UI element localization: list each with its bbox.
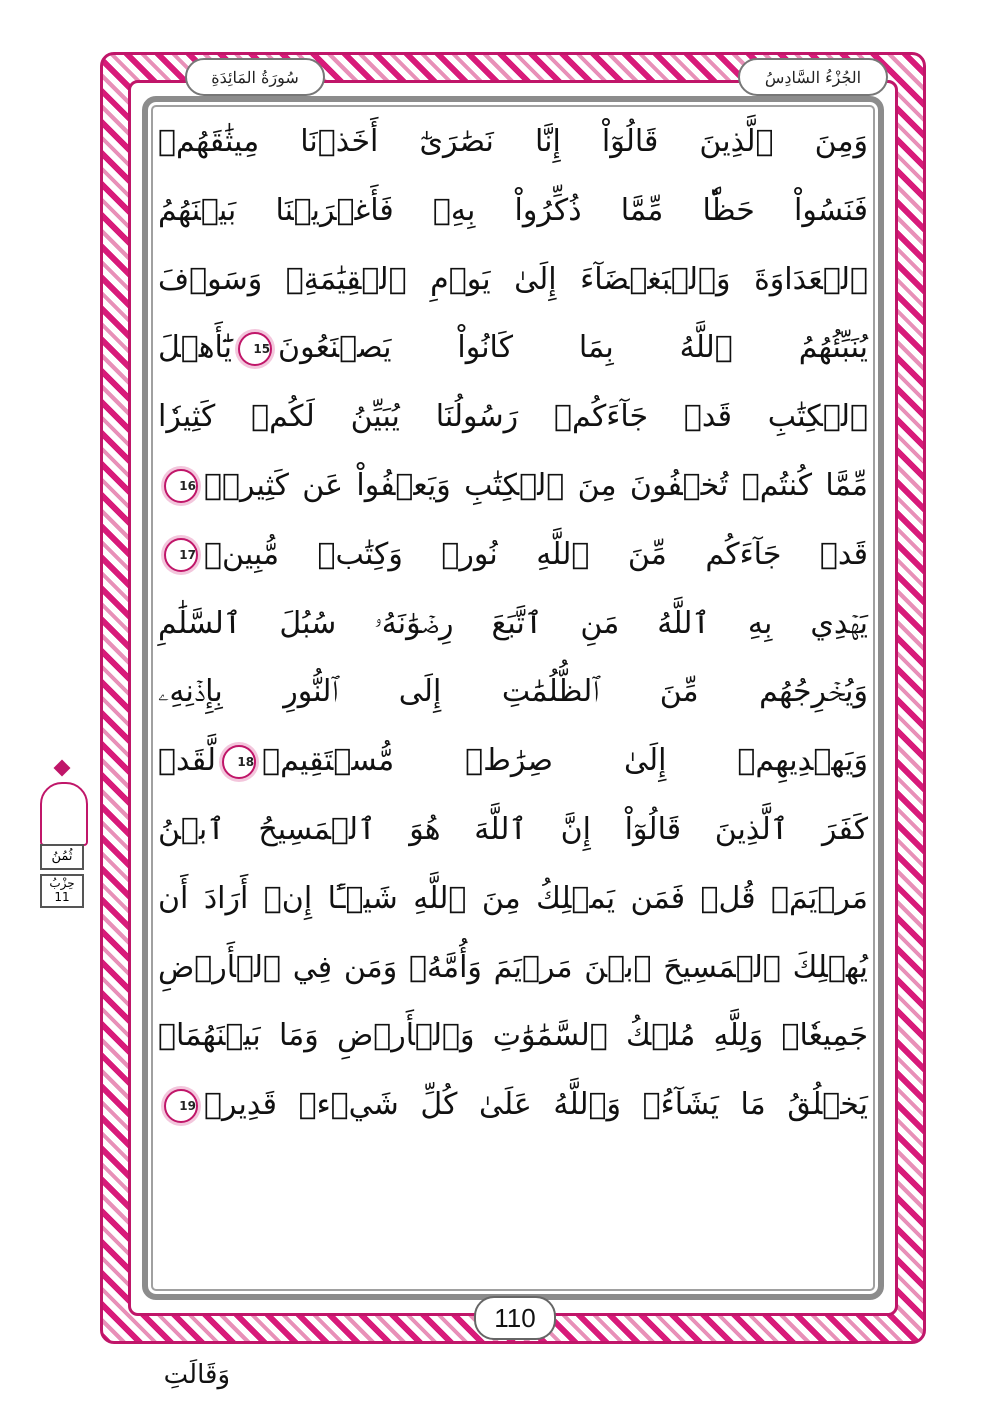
line-text: وَيُخۡرِجُهُم مِّنَ ٱلظُّلُمَٰتِ إِلَى ٱلنُّورِ بِإِذۡنِهِۦ — [158, 674, 868, 710]
line-text: وَمِنَ ٱلَّذِينَ قَالُوٓاْ إِنَّا نَصَٰرَىٰٓ أَخَذۡنَا مِيثَٰقَهُمۡ — [158, 124, 868, 159]
line-text: جَمِيعٗاۗ وَلِلَّهِ مُلۡكُ ٱلسَّمَٰوَٰتِ وَٱلۡأَرۡضِ وَمَا بَيۡنَهُمَاۚ — [158, 1018, 868, 1054]
page-text — [150, 108, 876, 1140]
text-line — [150, 246, 876, 315]
line-text: مَرۡيَمَۚ قُلۡ فَمَن يَمۡلِكُ مِنَ ٱللَّهِ شَيۡـًٔا إِنۡ أَرَادَ أَن — [158, 880, 868, 916]
line-text: ٱلۡعَدَاوَةَ وَٱلۡبَغۡضَآءَ إِلَىٰ يَوۡمِ ٱلۡقِيَٰمَةِۚ وَسَوۡفَ — [158, 261, 868, 297]
page-number: 110 — [474, 1296, 556, 1340]
surah-label: سُورَةُ المَائِدَةِ — [185, 58, 325, 96]
text-line — [150, 383, 876, 452]
text-line — [150, 452, 876, 521]
line-text: فَنَسُواْ حَظّٗا مِّمَّا ذُكِّرُواْ بِهِۦ فَأَغۡرَيۡنَا بَيۡنَهُمُ — [158, 192, 868, 228]
line-text: يُنَبِّئُهُمُ ٱللَّهُ بِمَا كَانُواْ يَصۡنَعُونَ — [278, 330, 868, 366]
text-line — [150, 314, 876, 383]
catchword: وَقَالَتِ — [163, 1360, 230, 1390]
text-line — [150, 727, 876, 796]
text-line — [150, 796, 876, 865]
line-text: كَفَرَ ٱلَّذِينَ قَالُوٓاْ إِنَّ ٱللَّهَ هُوَ ٱلۡمَسِيحُ ٱبۡنُ — [158, 811, 868, 847]
line-text: وَيَهۡدِيهِمۡ إِلَىٰ صِرَٰطٖ مُّسۡتَقِيمٖ — [262, 743, 868, 779]
text-line — [150, 1002, 876, 1071]
text-line — [150, 590, 876, 659]
hizb-word: حِزْبُ — [49, 876, 75, 890]
ayah-number-marker: 16 — [164, 469, 198, 503]
ayah-number-marker: 18 — [222, 745, 256, 779]
hizb-fraction-label: ثُمُنُ — [40, 844, 84, 870]
juz-label: الجُزْءُ السَّادِسُ — [738, 58, 888, 96]
diamond-icon — [54, 760, 71, 777]
hizb-marker — [34, 762, 90, 912]
ayah-number-marker: 19 — [164, 1089, 198, 1123]
text-line — [150, 108, 876, 177]
line-text: يُهۡلِكَ ٱلۡمَسِيحَ ٱبۡنَ مَرۡيَمَ وَأُمَّهُۥ وَمَن فِي ٱلۡأَرۡضِ — [158, 949, 868, 985]
hizb-number-box — [40, 874, 84, 908]
text-line — [150, 177, 876, 246]
line-text: مِّمَّا كُنتُمۡ تُخۡفُونَ مِنَ ٱلۡكِتَٰبِ وَيَعۡفُواْ عَن كَثِيرٖۚ — [204, 467, 868, 503]
ayah-number-marker: 17 — [164, 538, 198, 572]
line-text-continued: لَّقَدۡ — [158, 743, 217, 779]
hizb-ornament-icon — [40, 782, 88, 846]
text-line — [150, 521, 876, 590]
line-text: يَهۡدِي بِهِ ٱللَّهُ مَنِ ٱتَّبَعَ رِضۡوَٰنَهُۥ سُبُلَ ٱلسَّلَٰمِ — [158, 605, 868, 641]
hizb-number: 11 — [54, 890, 70, 904]
line-text: يَخۡلُقُ مَا يَشَآءُۚ وَٱللَّهُ عَلَىٰ كُلِّ شَيۡءٖ قَدِيرٞ — [204, 1087, 868, 1123]
ayah-number-marker: 15 — [238, 332, 272, 366]
text-line — [150, 934, 876, 1003]
text-line — [150, 1071, 876, 1140]
line-text: ٱلۡكِتَٰبِ قَدۡ جَآءَكُمۡ رَسُولُنَا يُبَيِّنُ لَكُمۡ كَثِيرٗا — [158, 399, 868, 435]
line-text: قَدۡ جَآءَكُم مِّنَ ٱللَّهِ نُورٞ وَكِتَٰبٞ مُّبِينٞ — [204, 536, 868, 572]
text-line — [150, 865, 876, 934]
line-text-continued: يَٰٓأَهۡلَ — [158, 330, 233, 366]
text-line — [150, 658, 876, 727]
